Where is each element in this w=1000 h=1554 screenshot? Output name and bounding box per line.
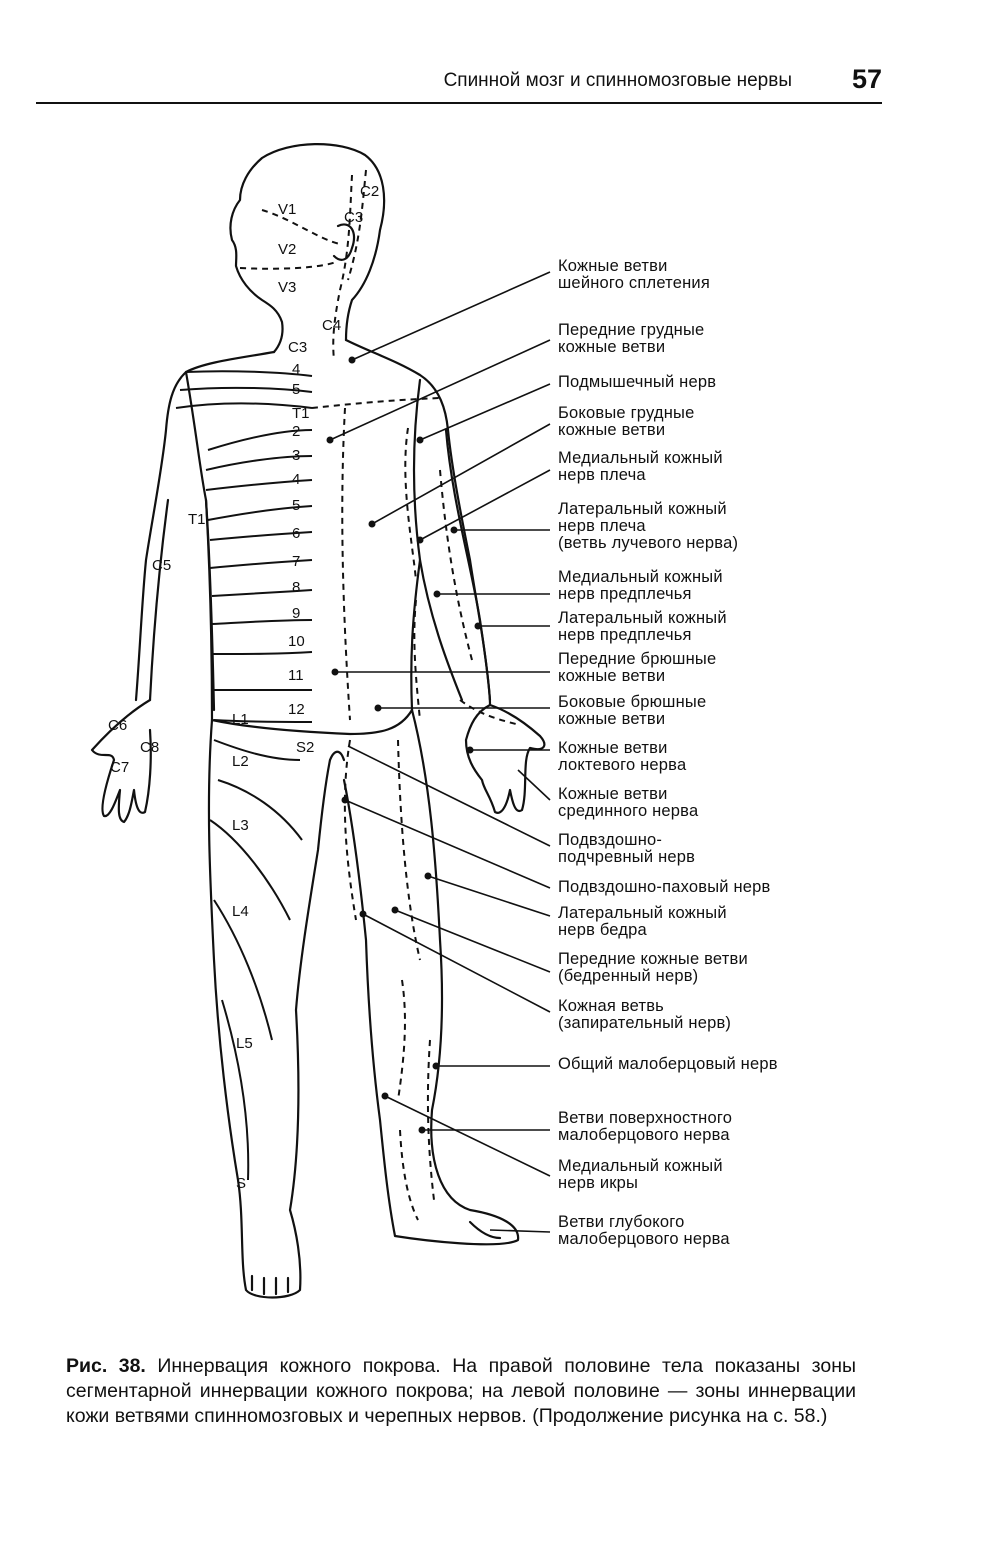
label-femoral-anterior-branches: Передние кожные ветви (бедренный нерв) bbox=[558, 950, 748, 985]
seg-trunk-6: 4 bbox=[292, 471, 301, 488]
seg-neck-2: C3 bbox=[344, 209, 364, 226]
seg-trunk-8: 6 bbox=[292, 525, 301, 542]
label-medial-antebrachial-nerve: Медиальный кожный нерв предплечья bbox=[558, 568, 723, 603]
label-ilioinguinal-nerve: Подвздошно-паховый нерв bbox=[558, 878, 771, 896]
label-iliohypogastric-nerve: Подвздошно- подчревный нерв bbox=[558, 831, 696, 866]
seg-trunk-7: 5 bbox=[292, 497, 301, 514]
seg-leg-2: L2 bbox=[232, 753, 249, 770]
label-median-nerve-branches: Кожные ветви срединного нерва bbox=[558, 785, 699, 820]
seg-trunk-1: 4 bbox=[292, 361, 301, 378]
label-axillary-nerve: Подмышечный нерв bbox=[558, 373, 717, 391]
seg-face-1: V1 bbox=[278, 201, 297, 218]
label-anterior-thoracic-branches: Передние грудные кожные ветви bbox=[558, 321, 705, 356]
running-title: Спинной мозг и спинномозговые нервы bbox=[443, 70, 792, 91]
seg-arm-4: C8 bbox=[140, 739, 160, 756]
seg-leg-3: L3 bbox=[232, 817, 249, 834]
body-outline bbox=[92, 144, 544, 1297]
seg-trunk-14: 12 bbox=[288, 701, 305, 718]
label-medial-brachial-nerve: Медиальный кожный нерв плеча bbox=[558, 449, 723, 484]
seg-leg-1: L1 bbox=[232, 711, 249, 728]
caption-text: Иннервация кожного покрова. На правой половине тела показаны зоны сегментарной иннервации кожного покрова; на левой половине — зоны иннервации кожи ветвями спинномозговых и черепных нервов. (Продолжение рисунка на с. 58.) bbox=[66, 1355, 856, 1427]
seg-trunk-10: 8 bbox=[292, 579, 301, 596]
seg-arm-2: C5 bbox=[152, 557, 172, 574]
figure-caption bbox=[66, 1354, 856, 1429]
figure-number: Рис. 38. bbox=[66, 1355, 146, 1377]
label-cervical-plexus-branches: Кожные ветви шейного сплетения bbox=[558, 257, 710, 292]
seg-leg-6: S2 bbox=[296, 739, 315, 756]
seg-trunk-5: 3 bbox=[292, 447, 301, 464]
seg-face-2: V2 bbox=[278, 241, 297, 258]
seg-trunk-4: 2 bbox=[292, 423, 301, 440]
label-deep-peroneal-branches: Ветви глубокого малоберцового нерва bbox=[558, 1213, 730, 1248]
dermatome-lines bbox=[176, 371, 315, 1180]
label-medial-sural-nerve: Медиальный кожный нерв икры bbox=[558, 1157, 723, 1192]
seg-arm-1: T1 bbox=[188, 511, 206, 528]
label-superficial-peroneal-branches: Ветви поверхностного малоберцового нерва bbox=[558, 1109, 733, 1144]
leader-lines bbox=[330, 272, 550, 1232]
label-ulnar-nerve-branches: Кожные ветви локтевого нерва bbox=[558, 739, 687, 774]
seg-trunk-2: 5 bbox=[292, 381, 301, 398]
label-lateral-antebrachial-nerve: Латеральный кожный нерв предплечья bbox=[558, 609, 727, 644]
seg-leg-5: L5 bbox=[236, 1035, 253, 1052]
seg-neck-1: C2 bbox=[360, 183, 380, 200]
seg-arm-3: C6 bbox=[108, 717, 128, 734]
label-common-peroneal-nerve: Общий малоберцовый нерв bbox=[558, 1055, 778, 1073]
label-lateral-femoral-nerve: Латеральный кожный нерв бедра bbox=[558, 904, 727, 939]
seg-face-3: V3 bbox=[278, 279, 297, 296]
label-lateral-brachial-nerve: Латеральный кожный нерв плеча (ветвь лучевого нерва) bbox=[558, 500, 739, 552]
seg-trunk-3: T1 bbox=[292, 405, 310, 422]
seg-trunk-13: 11 bbox=[288, 667, 304, 684]
seg-leg-7: S bbox=[236, 1175, 247, 1192]
seg-neck-3: C4 bbox=[322, 317, 342, 334]
seg-arm-5: C7 bbox=[110, 759, 130, 776]
label-lateral-thoracic-branches: Боковые грудные кожные ветви bbox=[558, 404, 695, 439]
seg-leg-4: L4 bbox=[232, 903, 249, 920]
label-anterior-abdominal-branches: Передние брюшные кожные ветви bbox=[558, 650, 717, 685]
label-obturator-branch: Кожная ветвь (запирательный нерв) bbox=[558, 997, 732, 1032]
seg-trunk-9: 7 bbox=[292, 553, 301, 570]
page-number: 57 bbox=[851, 64, 882, 94]
segment-labels bbox=[108, 183, 379, 1192]
label-lateral-abdominal-branches: Боковые брюшные кожные ветви bbox=[558, 693, 707, 728]
seg-trunk-12: 10 bbox=[288, 633, 305, 650]
seg-trunk-11: 9 bbox=[292, 605, 301, 622]
seg-neck-4: C3 bbox=[288, 339, 308, 356]
